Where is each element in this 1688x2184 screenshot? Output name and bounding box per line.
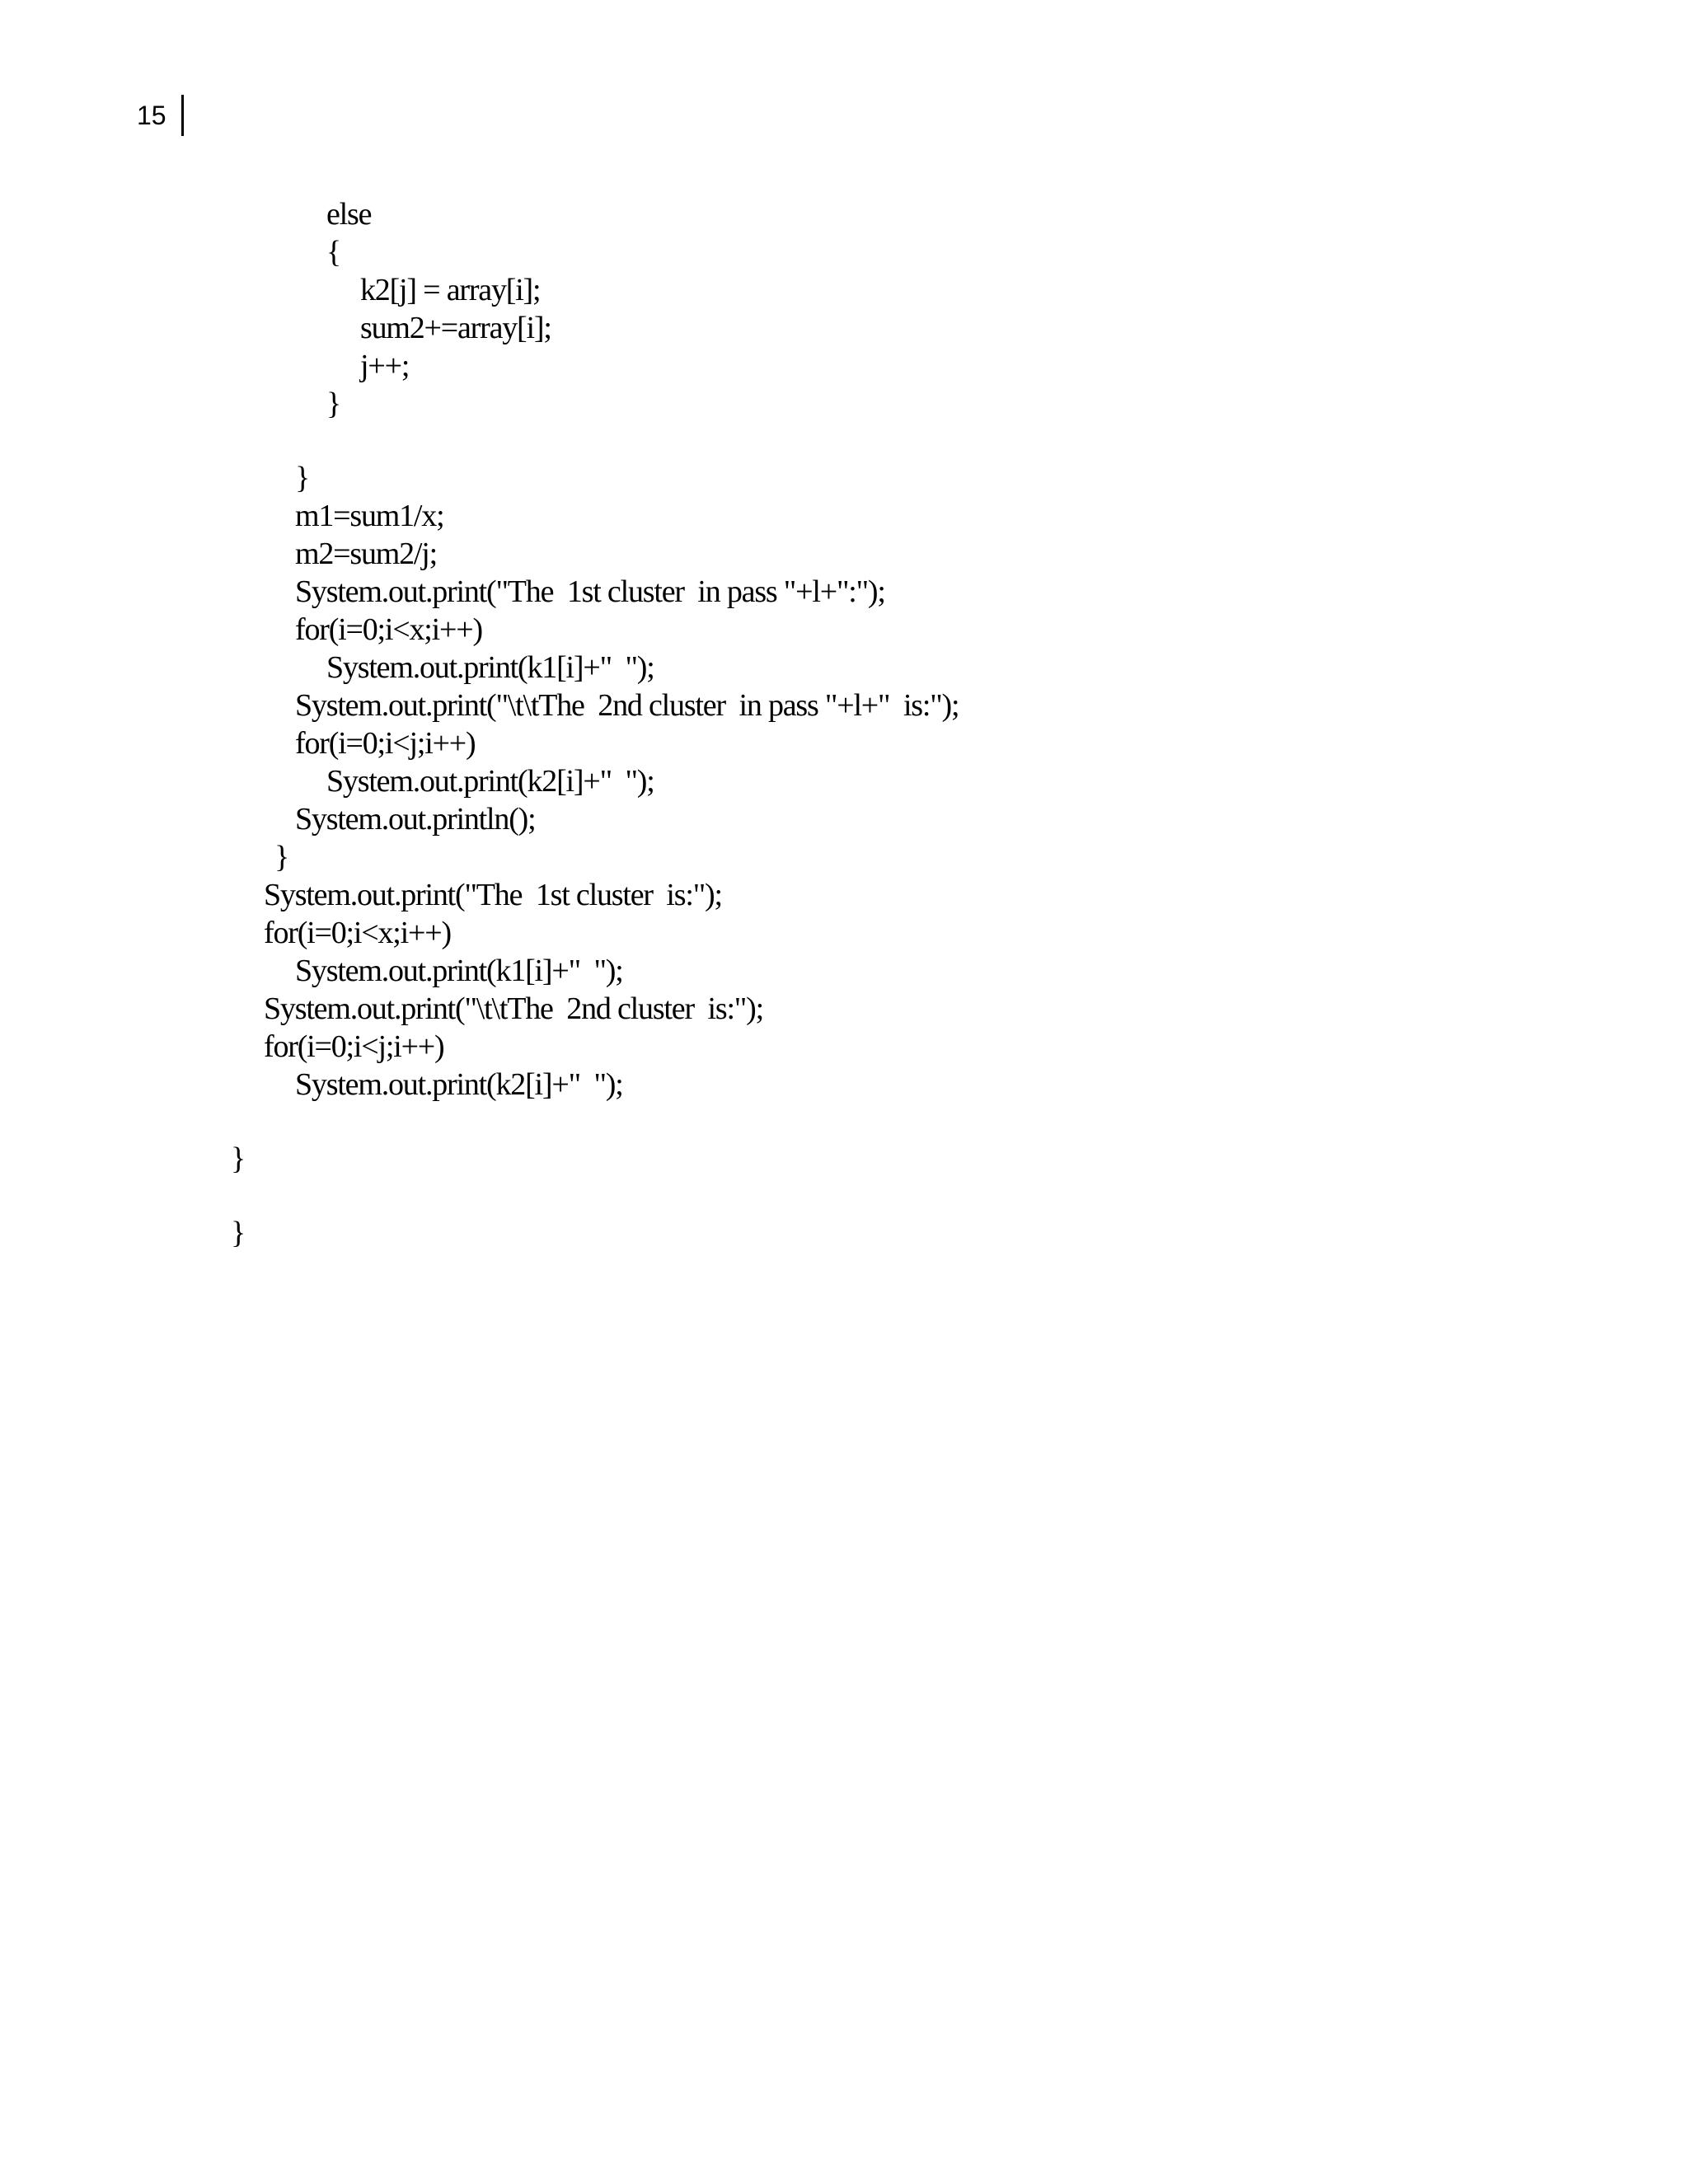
header-rule bbox=[181, 95, 184, 136]
code-line: System.out.print(k2[i]+" "); bbox=[326, 764, 654, 799]
code-line: System.out.print(k2[i]+" "); bbox=[295, 1067, 623, 1102]
code-line: System.out.print(k1[i]+" "); bbox=[326, 650, 654, 685]
code-line: System.out.print("The 1st cluster is:"); bbox=[264, 878, 722, 912]
code-line: System.out.print("The 1st cluster in pass "+l+":"); bbox=[295, 574, 885, 609]
code-line: } bbox=[295, 461, 310, 495]
code-line: else bbox=[326, 197, 372, 232]
code-line: for(i=0;i<j;i++) bbox=[264, 1029, 444, 1064]
code-line: System.out.print("\t\tThe 2nd cluster in pass "+l+" is:"); bbox=[295, 688, 959, 723]
code-line: for(i=0;i<j;i++) bbox=[295, 726, 476, 761]
code-line: m1=sum1/x; bbox=[295, 499, 444, 533]
code-line: m2=sum2/j; bbox=[295, 537, 438, 571]
code-line: } bbox=[274, 840, 289, 874]
page-number: 15 bbox=[137, 101, 166, 130]
code-line: } bbox=[231, 1216, 246, 1250]
code-line: System.out.print(k1[i]+" "); bbox=[295, 954, 623, 988]
code-line: } bbox=[326, 387, 341, 421]
code-line: sum2+=array[i]; bbox=[360, 311, 551, 345]
code-line: System.out.println(); bbox=[295, 802, 536, 837]
code-line: for(i=0;i<x;i++) bbox=[295, 612, 482, 647]
code-line: j++; bbox=[360, 349, 410, 383]
code-line: { bbox=[326, 235, 341, 269]
code-line: for(i=0;i<x;i++) bbox=[264, 916, 451, 950]
code-line: } bbox=[231, 1141, 246, 1176]
code-line: System.out.print("\t\tThe 2nd cluster is:"); bbox=[264, 991, 763, 1026]
code-line: k2[j] = array[i]; bbox=[360, 273, 541, 307]
